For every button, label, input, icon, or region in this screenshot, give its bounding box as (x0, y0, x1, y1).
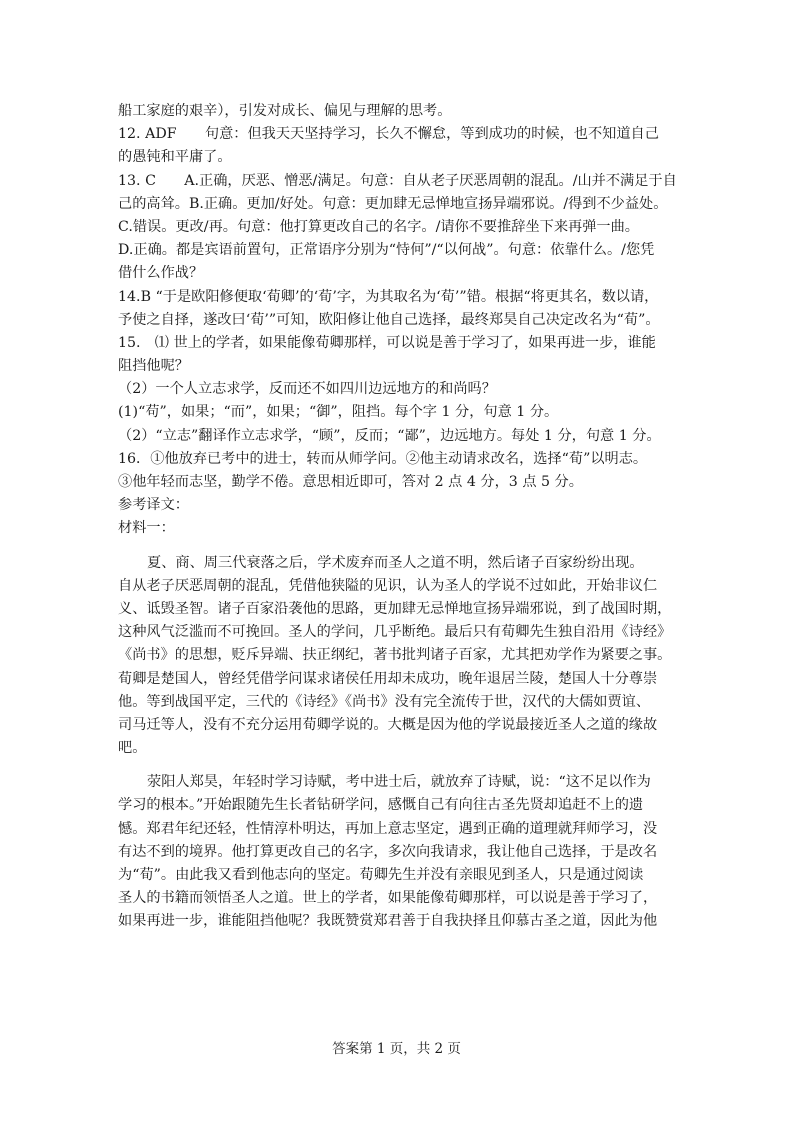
paragraph-gap (118, 760, 683, 771)
text-line: 12. ADF 句意：但我天天坚持学习，长久不懈怠，等到成功的时候，也不知道自己 (118, 126, 659, 143)
text-line: 阻挡他呢？ (118, 358, 189, 375)
text-line: 材料一： (118, 520, 175, 537)
text-line: 荥阳人郑昊，年轻时学习诗赋，考中进士后，就放弃了诗赋，说：“这不足以作为 (147, 774, 651, 791)
text-line: (1)“苟”，如果；“而”，如果；“御”，阻挡。每个字 1 分，句意 1 分。 (118, 404, 559, 421)
text-line: 学习的根本。”开始跟随先生长者钻研学问，感慨自己有向往古圣先贤却追赶不上的遗 (118, 797, 644, 814)
text-line: 15. ⑴ 世上的学者，如果能像荀卿那样，可以说是善于学习了，如果再进一步，谁能 (118, 334, 656, 351)
text-line: 借什么作战？ (118, 265, 204, 282)
text-line: 司马迁等人，没有不充分运用荀卿学说的。大概是因为他的学说最接近圣人之道的缘故 (118, 716, 658, 733)
text-line: 义、诋毁圣智。诸子百家沿袭他的思路，更加肆无忌惮地宣扬异端邪说，到了战国时期， (118, 600, 672, 617)
text-line: 有达不到的境界。他打算更改自己的名字，多次向我请求，我让他自己选择，于是改名 (118, 843, 658, 860)
text-line: 己的高耸。B.正确。更加/好处。句意：更加肆无忌惮地宣扬异端邪说。/得到不少益处。 (118, 195, 668, 212)
text-line: 圣人的书籍而领悟圣人之道。世上的学者，如果能像荀卿那样，可以说是善于学习了， (118, 890, 658, 907)
text-line: 他。等到战国平定，三代的《诗经》《尚书》没有完全流传于世，汉代的大儒如贾谊、 (118, 693, 651, 710)
text-line: 荀卿是楚国人，曾经凭借学问谋求诸侯任用却未成功，晚年退居兰陵，楚国人十分尊崇 (118, 670, 658, 687)
text-line: 《尚书》的思想，贬斥异端、扶正纲纪，著书批判诸子百家，尤其把劝学作为紧要之事。 (118, 647, 672, 664)
text-line: 自从老子厌恶周朝的混乱，凭借他狭隘的见识，认为圣人的学说不过如此，开始非议仁 (118, 577, 658, 594)
text-line: 憾。郑君年纪还轻，性情淳朴明达，再加上意志坚定，遇到正确的道理就拜师学习，没 (118, 820, 658, 837)
text-line: （2）“立志”翻译作立志求学，“顾”，反而；“鄙”，边远地方。每处 1 分，句意 1 分。 (118, 427, 661, 444)
text-line: 的愚钝和平庸了。 (118, 149, 232, 166)
translation-paragraph-1 (118, 552, 683, 761)
text-line: 如果再进一步，谁能阻挡他呢？我既赞赏郑君善于自我抉择且仰慕古圣之道，因此为他 (118, 913, 658, 930)
text-line: 14.B “于是欧阳修便取‘荀卿’的‘荀’字，为其取名为‘荀’”错。根据“将更其名，数以请， (118, 288, 659, 305)
paragraph-gap (118, 541, 683, 552)
answer-content (118, 100, 683, 934)
text-line: D.正确。都是宾语前置句，正常语序分别为“恃何”/“以何战”。句意：依靠什么。/您凭 (118, 242, 655, 259)
text-line: 吧。 (118, 740, 147, 757)
text-line: 夏、商、周三代衰落之后，学术废弃而圣人之道不明，然后诸子百家纷纷出现。 (147, 554, 644, 571)
text-line: 为“荀”。由此我又看到他志向的坚定。荀卿先生并没有亲眼见到圣人，只是通过阅读 (118, 867, 644, 883)
translation-paragraph-2 (118, 771, 683, 933)
answer-lines (118, 100, 683, 541)
text-line: 参考译文： (118, 497, 189, 514)
text-line: 这种风气泛滥而不可挽回。圣人的学问，几乎断绝。最后只有荀卿先生独自沿用《诗经》 (118, 624, 672, 641)
text-line: 16．①他放弃已考中的进士，转而从师学问。②他主动请求改名，选择“荀”以明志。 (118, 450, 648, 467)
page-footer: 答案第 1 页，共 2 页 (332, 1041, 461, 1057)
text-line: ③他年轻而志坚，勤学不倦。意思相近即可，答对 2 点 4 分，3 点 5 分。 (118, 474, 583, 490)
text-line: 船工家庭的艰辛），引发对成长、偏见与理解的思考。 (118, 103, 452, 119)
text-line: C.错误。更改/再。句意：他打算更改自己的名字。/请你不要推辞坐下来再弹一曲。 (118, 218, 639, 235)
text-line: （2）一个人立志求学，反而还不如四川边远地方的和尚吗？ (118, 381, 496, 398)
text-line: 13. C A.正确，厌恶、憎恶/满足。句意：自从老子厌恶周朝的混乱。/山并不满足于自 (118, 172, 677, 189)
text-line: 予使之自择，遂改曰‘荀’”可知，欧阳修让他自己选择，最终郑昊自己决定改名为“荀”。 (118, 311, 660, 328)
